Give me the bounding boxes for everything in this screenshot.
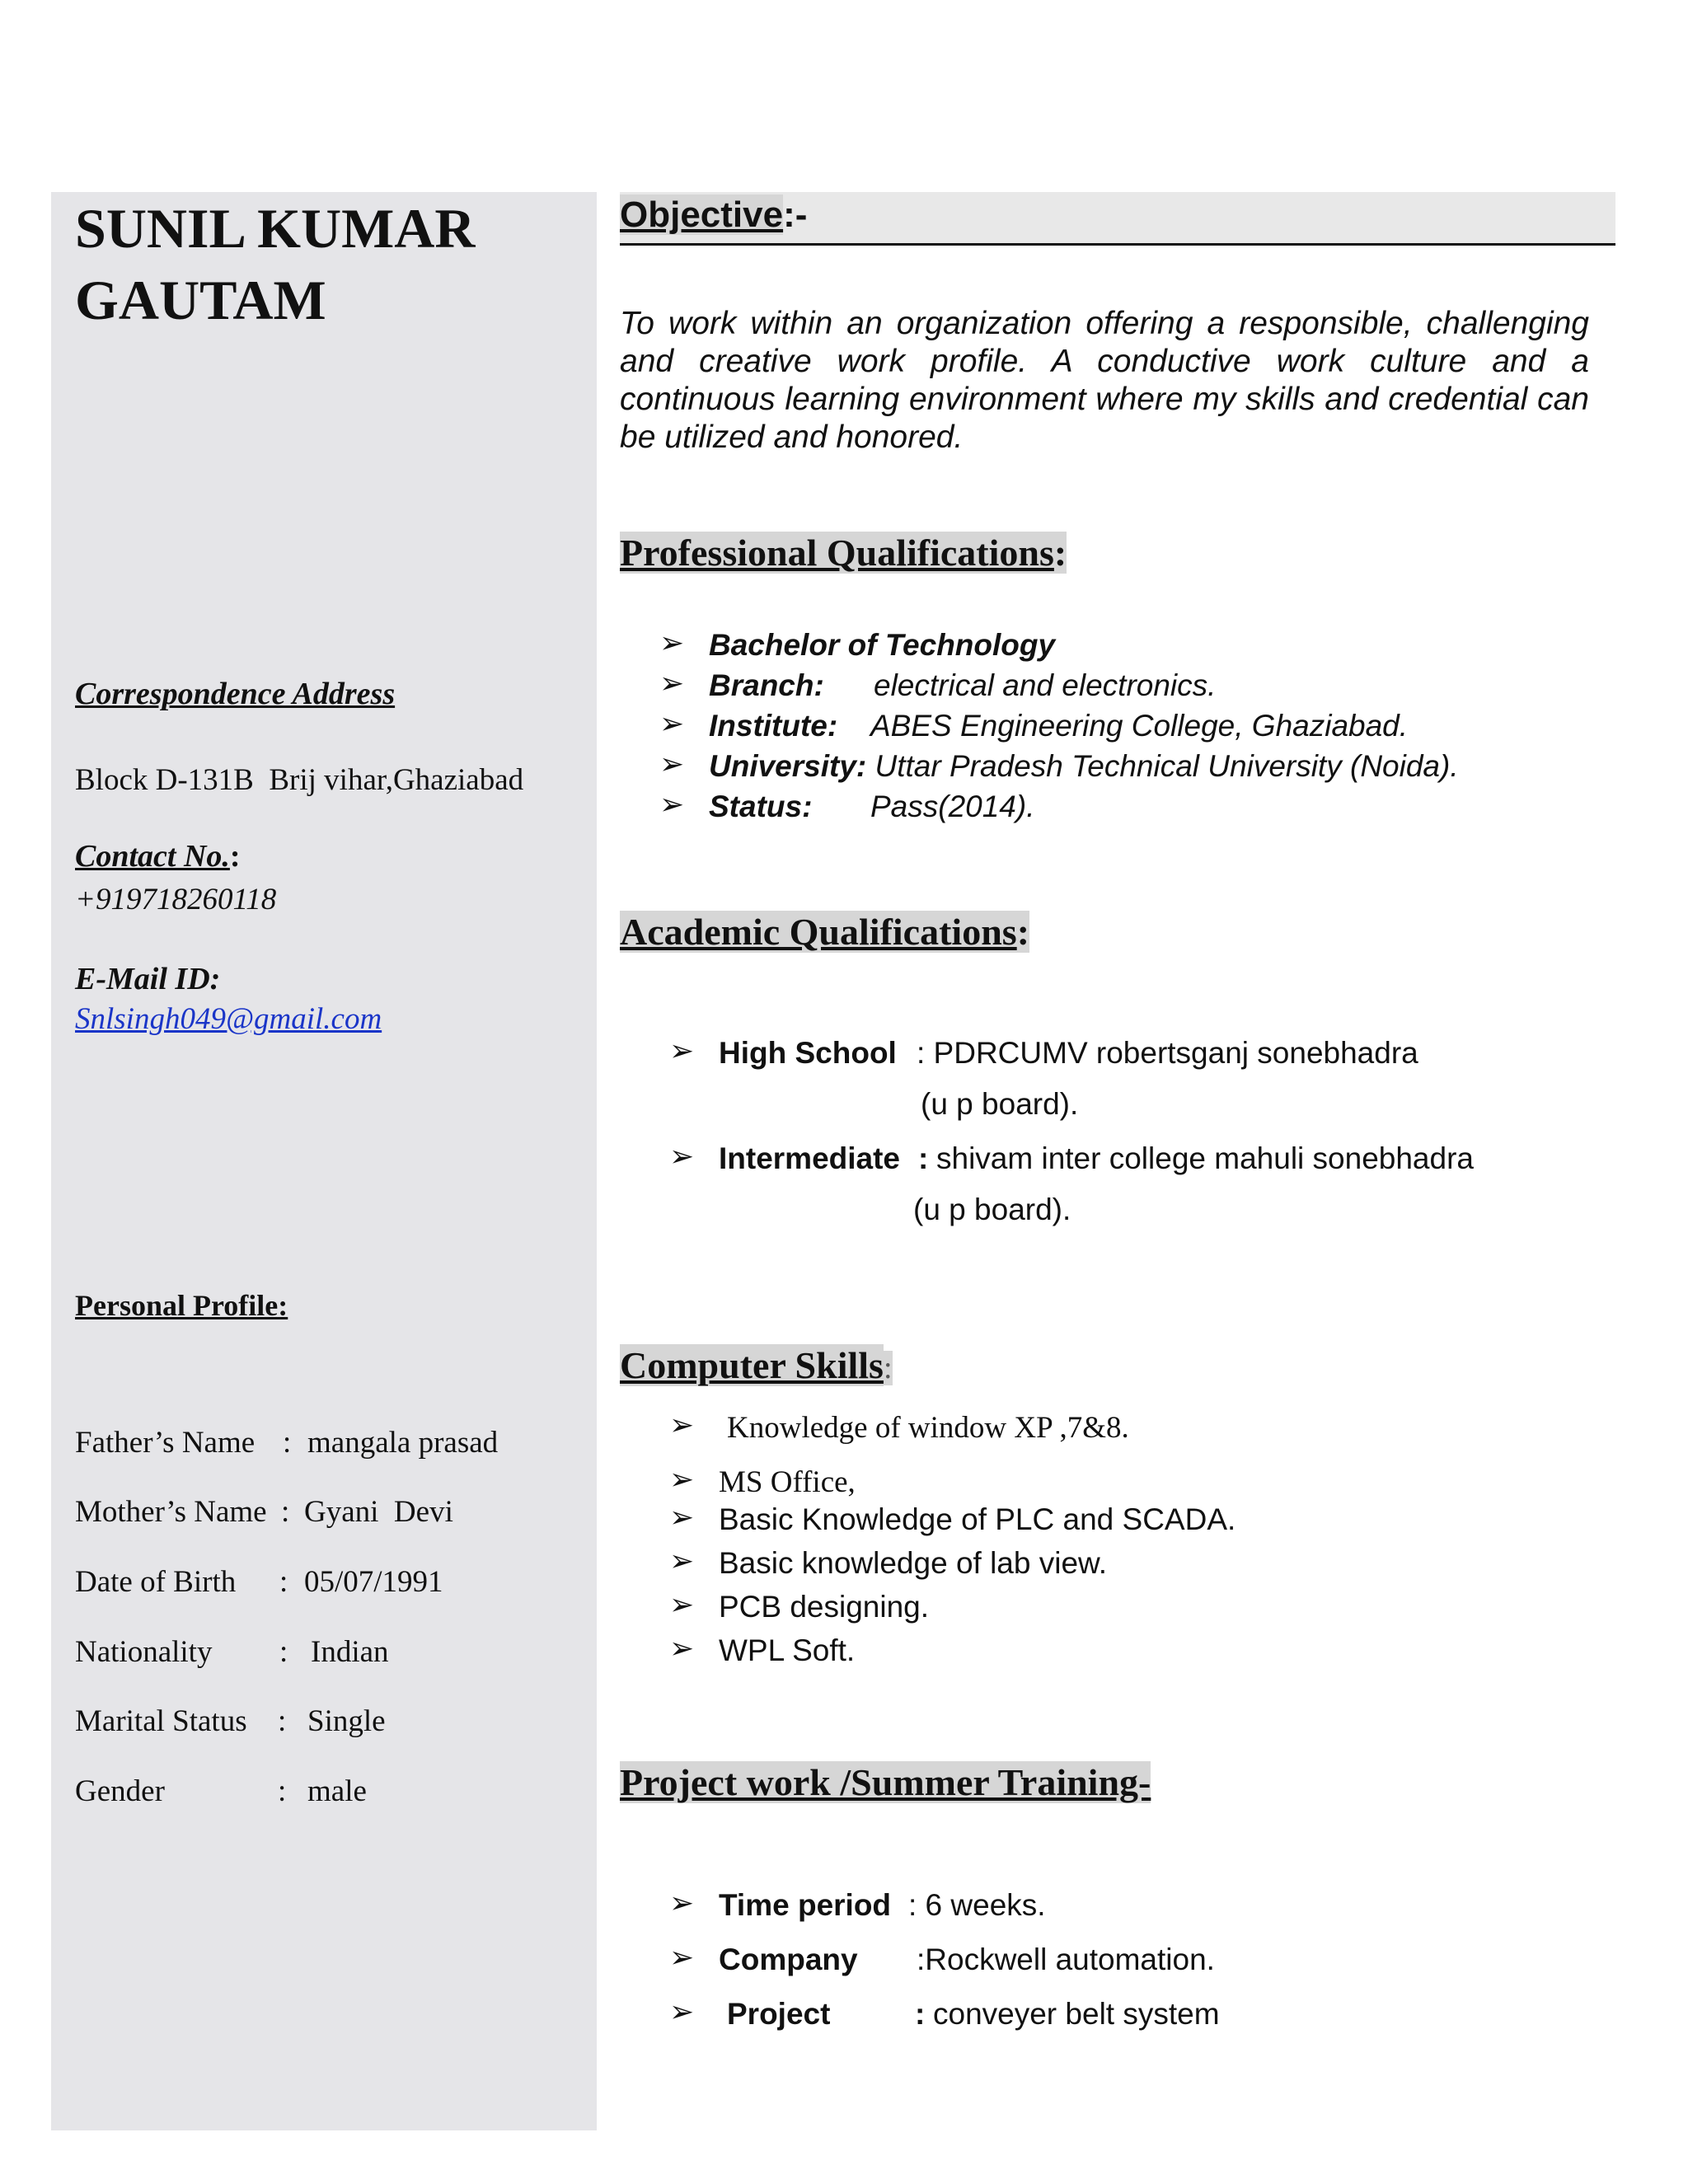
email-heading: E-Mail ID: [75, 962, 221, 996]
objective-suffix: :- [783, 194, 808, 235]
qualification-value: Pass(2014). [870, 790, 1035, 823]
profile-label: Mother’s Name [75, 1495, 267, 1529]
academic-board: (u p board). [921, 1087, 1079, 1121]
qualification-value: Uttar Pradesh Technical University (Noida). [874, 749, 1459, 783]
academic-heading: Academic Qualifications [620, 911, 1017, 953]
project-label: Project [727, 1997, 831, 2031]
address-heading: Correspondence Address [75, 677, 396, 711]
academic-heading-row [620, 910, 1029, 954]
professional-suffix: : [1053, 532, 1067, 574]
skill-item: PCB designing. [719, 1590, 930, 1624]
profile-value: Gyani Devi [304, 1495, 453, 1529]
qualification-item [709, 668, 1217, 703]
skill-item: MS Office, [719, 1465, 856, 1499]
address-text: Block D-131B Brij vihar,Ghaziabad [75, 763, 524, 797]
academic-label: High School [719, 1036, 897, 1070]
profile-label: Nationality [75, 1635, 213, 1669]
project-label: Time period [719, 1888, 892, 1922]
profile-value: 05/07/1991 [304, 1565, 443, 1599]
academic-item [719, 1036, 1418, 1071]
profile-colon: : [278, 1774, 287, 1808]
objective-text: To work within an organization offering a responsible, challenging and creative work profile. A conductive work culture and a continuous learning environment where my skills and credential can be utilized and honored. [620, 306, 1589, 455]
objective-heading-row [620, 194, 807, 236]
qualification-item [709, 709, 1409, 743]
skill-item: Basic Knowledge of PLC and SCADA. [719, 1502, 1236, 1536]
academic-colon: : [918, 1141, 929, 1175]
project-item [719, 1943, 1215, 1977]
profile-colon: : [279, 1635, 288, 1669]
academic-item [719, 1141, 1474, 1176]
computer-suffix: : [883, 1351, 893, 1385]
sidebar-panel [51, 192, 597, 2130]
skill-item: Basic knowledge of lab view. [719, 1546, 1107, 1580]
project-heading: Project work /Summer Training- [620, 1761, 1151, 1803]
bullet-arrow-icon: ➢ [669, 1886, 695, 1919]
professional-heading-row [620, 531, 1067, 574]
objective-heading: Objective [620, 194, 784, 235]
bullet-arrow-icon: ➢ [669, 1139, 695, 1173]
computer-heading-row [620, 1343, 893, 1387]
project-value: :Rockwell automation. [917, 1943, 1215, 1976]
bullet-arrow-icon: ➢ [669, 1544, 695, 1577]
profile-colon: : [281, 1495, 290, 1529]
bullet-arrow-icon: ➢ [669, 1500, 695, 1534]
profile-colon: : [283, 1426, 292, 1460]
profile-label: Father’s Name [75, 1426, 256, 1460]
academic-label: Intermediate [719, 1141, 901, 1175]
qualification-label: University: [709, 749, 867, 783]
bullet-arrow-icon: ➢ [659, 666, 685, 700]
candidate-name-line2: GAUTAM [75, 269, 326, 331]
email-link[interactable]: Snlsingh049@gmail.com [75, 1002, 382, 1036]
bullet-arrow-icon: ➢ [659, 747, 685, 780]
project-label: Company [719, 1943, 858, 1976]
academic-value: : PDRCUMV robertsganj sonebhadra [917, 1036, 1418, 1070]
computer-heading: Computer Skills [620, 1344, 884, 1386]
academic-board: (u p board). [913, 1193, 1071, 1226]
profile-value: Indian [311, 1635, 389, 1669]
profile-value: mangala prasad [307, 1426, 499, 1460]
bullet-arrow-icon: ➢ [669, 1462, 695, 1496]
profile-label: Date of Birth [75, 1565, 237, 1599]
contact-heading: Contact No. [75, 839, 230, 874]
project-heading-row [620, 1760, 1151, 1804]
bullet-arrow-icon: ➢ [659, 706, 685, 740]
project-item [719, 1888, 1046, 1923]
skill-item: WPL Soft. [719, 1633, 856, 1667]
profile-value: Single [307, 1704, 386, 1738]
contact-colon: : [229, 839, 241, 874]
contact-heading-row [75, 838, 241, 874]
bullet-arrow-icon: ➢ [669, 1631, 695, 1665]
bullet-arrow-icon: ➢ [659, 787, 685, 821]
phone-number: +919718260118 [75, 883, 277, 916]
degree-item: Bachelor of Technology [709, 628, 1056, 662]
academic-value: shivam inter college mahuli sonebhadra [936, 1141, 1474, 1175]
project-item [727, 1997, 1220, 2032]
project-value: : 6 weeks. [908, 1888, 1046, 1922]
bullet-arrow-icon: ➢ [669, 1994, 695, 2028]
qualification-item [709, 790, 1035, 824]
qualification-item [709, 749, 1459, 784]
qualification-label: Branch: [709, 668, 824, 702]
bullet-arrow-icon: ➢ [669, 1033, 695, 1067]
bullet-arrow-icon: ➢ [669, 1408, 695, 1441]
profile-value: male [307, 1774, 367, 1808]
skill-item: Knowledge of window XP ,7&8. [727, 1411, 1129, 1445]
personal-profile-heading: Personal Profile: [75, 1289, 288, 1322]
candidate-name-line1: SUNIL KUMAR [75, 197, 476, 260]
project-colon: : [915, 1997, 926, 2031]
bullet-arrow-icon: ➢ [659, 626, 685, 659]
bullet-arrow-icon: ➢ [669, 1940, 695, 1974]
qualification-value: ABES Engineering College, Ghaziabad. [870, 709, 1409, 743]
qualification-label: Institute: [709, 709, 838, 743]
qualification-label: Status: [709, 790, 813, 823]
professional-heading: Professional Qualifications [620, 532, 1054, 574]
profile-label: Gender [75, 1774, 165, 1808]
profile-label: Marital Status [75, 1704, 247, 1738]
bullet-arrow-icon: ➢ [669, 1587, 695, 1621]
academic-suffix: : [1016, 911, 1030, 953]
project-value: conveyer belt system [933, 1997, 1220, 2031]
profile-colon: : [278, 1704, 287, 1738]
profile-colon: : [279, 1565, 288, 1599]
qualification-value: electrical and electronics. [874, 668, 1217, 702]
